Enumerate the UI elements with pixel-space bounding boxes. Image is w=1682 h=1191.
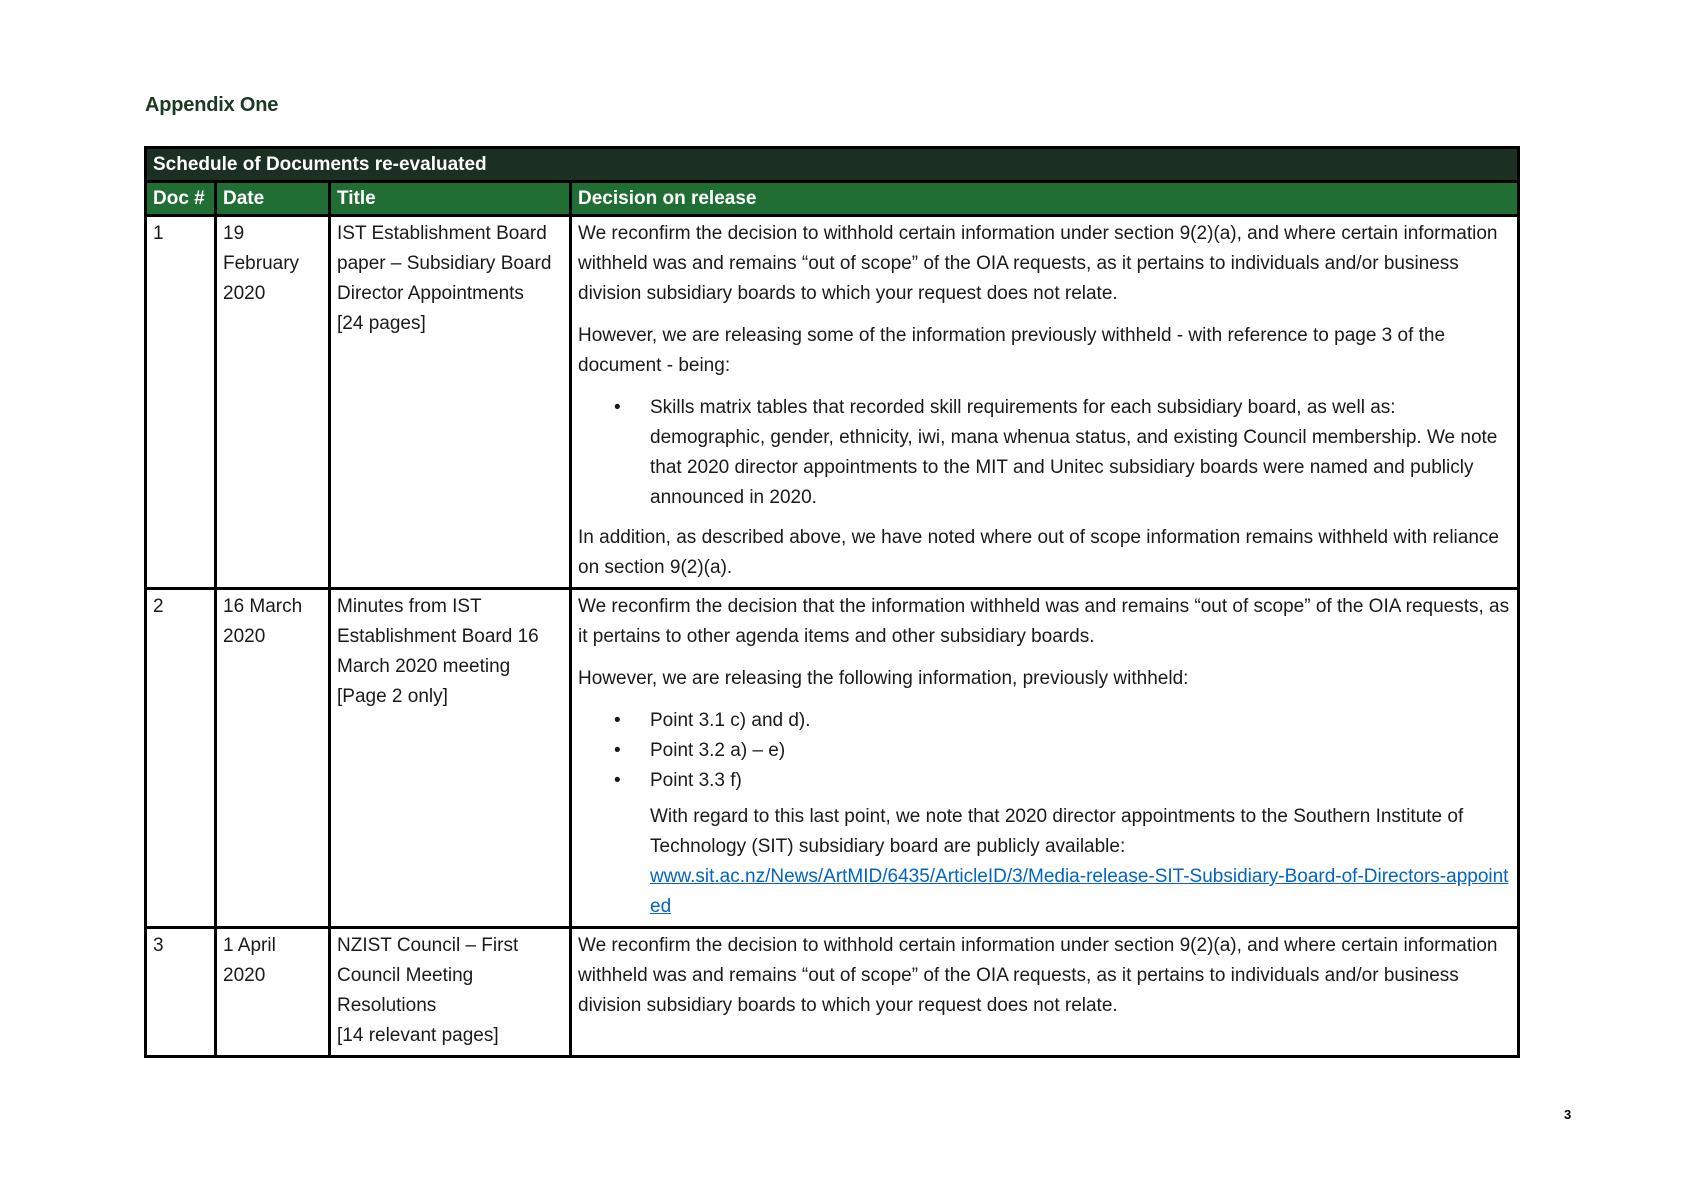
decision-paragraph: However, we are releasing some of the information previously withheld - with reference to page 3 of the document - being: xyxy=(578,325,1446,376)
table-header-row xyxy=(146,182,1519,216)
header-doc-number: Doc # xyxy=(146,182,216,216)
bullet-text: Point 3.1 c) and d). xyxy=(650,710,811,731)
cell-date: 1 April 2020 xyxy=(216,928,330,1057)
bullet-item xyxy=(614,393,1511,513)
table-caption-row xyxy=(146,148,1519,182)
page-number: 3 xyxy=(1564,1107,1572,1122)
table-row xyxy=(146,216,1519,589)
doc-title: NZIST Council – First Council Meeting Resolutions xyxy=(337,935,519,1016)
decision-paragraph: We reconfirm the decision to withhold certain information under section 9(2)(a), and where certain information withheld was and remains “out of scope” of the OIA requests, as it pertains to individuals and/or business division subsidiary boards to which your request does not relate. xyxy=(578,935,1498,1016)
appendix-title: Appendix One xyxy=(145,94,279,116)
cell-date: 19 February 2020 xyxy=(216,216,330,589)
table-row xyxy=(146,928,1519,1057)
sit-note-text: With regard to this last point, we note that 2020 director appointments to the Southern Institute of Technology (SIT) subsidiary board are publicly available: xyxy=(650,806,1464,857)
table-caption: Schedule of Documents re-evaluated xyxy=(146,148,1519,182)
header-date: Date xyxy=(216,182,330,216)
doc-pages: [Page 2 only] xyxy=(337,686,448,707)
table-row xyxy=(146,589,1519,928)
schedule-table xyxy=(144,146,1520,1058)
bullet-icon: • xyxy=(614,710,621,731)
cell-doc-number: 2 xyxy=(146,589,216,928)
bullet-text: Point 3.3 f) xyxy=(650,770,742,791)
cell-doc-number: 3 xyxy=(146,928,216,1057)
decision-paragraph: In addition, as described above, we have noted where out of scope information remains withheld with reliance on section 9(2)(a). xyxy=(578,527,1499,578)
bullet-item xyxy=(614,766,1511,796)
bullet-list xyxy=(578,393,1511,513)
bullet-list xyxy=(578,706,1511,796)
doc-title: Minutes from IST Establishment Board 16 March 2020 meeting xyxy=(337,596,539,677)
bullet-icon: • xyxy=(614,740,621,761)
cell-doc-number: 1 xyxy=(146,216,216,589)
sit-note xyxy=(578,802,1511,922)
cell-title xyxy=(330,928,571,1057)
bullet-text: Point 3.2 a) – e) xyxy=(650,740,786,761)
bullet-item xyxy=(614,736,1511,766)
header-title: Title xyxy=(330,182,571,216)
bullet-item xyxy=(614,706,1511,736)
decision-paragraph: We reconfirm the decision that the information withheld was and remains “out of scope” of the OIA requests, as it pertains to other agenda items and other subsidiary boards. xyxy=(578,596,1510,647)
cell-title xyxy=(330,216,571,589)
decision-paragraph: We reconfirm the decision to withhold certain information under section 9(2)(a), and where certain information withheld was and remains “out of scope” of the OIA requests, as it pertains to individuals and/or business division subsidiary boards to which your request does not relate. xyxy=(578,223,1498,304)
doc-pages: [24 pages] xyxy=(337,313,426,334)
sit-media-release-link[interactable]: www.sit.ac.nz/News/ArtMID/6435/ArticleID/3/Media-release-SIT-Subsidiary-Board-of-Directors-appointed xyxy=(650,866,1509,917)
bullet-text: Skills matrix tables that recorded skill requirements for each subsidiary board, as well as: demographic, gender, ethnicity, iwi, mana whenua status, and existing Council membership. We note that 2020 director appointments to the MIT and Unitec subsidiary boards were named and publicly announced in 2020. xyxy=(650,397,1498,508)
cell-decision xyxy=(571,589,1519,928)
doc-pages: [14 relevant pages] xyxy=(337,1025,499,1046)
bullet-icon: • xyxy=(614,770,621,791)
doc-title: IST Establishment Board paper – Subsidiary Board Director Appointments xyxy=(337,223,552,304)
bullet-icon: • xyxy=(614,397,621,418)
cell-date: 16 March 2020 xyxy=(216,589,330,928)
cell-title xyxy=(330,589,571,928)
decision-paragraph: However, we are releasing the following information, previously withheld: xyxy=(578,668,1189,689)
cell-decision xyxy=(571,928,1519,1057)
cell-decision xyxy=(571,216,1519,589)
header-decision: Decision on release xyxy=(571,182,1519,216)
